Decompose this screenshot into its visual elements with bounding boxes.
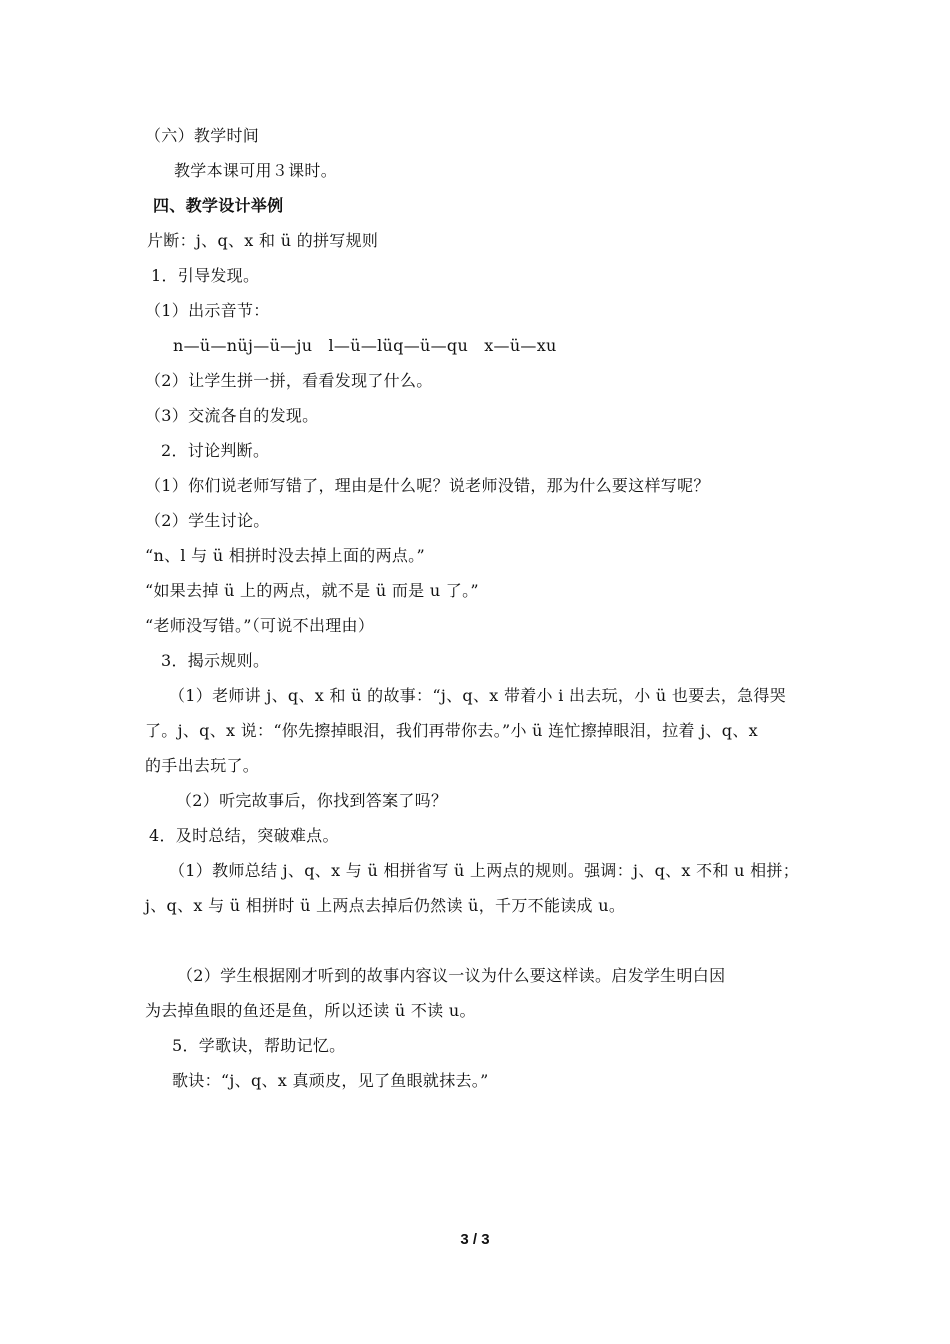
paragraph: （1）教师总结 j、q、x 与 ü 相拼省写 ü 上两点的规则。强调：j、q、x 不和 u 相拼；	[169, 861, 800, 880]
page-number: 3 / 3	[460, 1231, 490, 1248]
quote: “n、l 与 ü 相拼时没去掉上面的两点。”	[145, 546, 425, 565]
paragraph: （3）交流各自的发现。	[145, 406, 319, 425]
paragraph: 了。j、q、x 说：“你先擦掉眼泪，我们再带你去。”小 ü 连忙擦掉眼泪，拉着 j、q、x	[145, 721, 758, 740]
paragraph: （1）你们说老师写错了，理由是什么呢？说老师没错，那为什么要这样写呢？	[145, 476, 710, 495]
paragraph: 歌诀：“j、q、x 真顽皮，见了鱼眼就抹去。”	[172, 1071, 489, 1090]
section-heading-design: 四、教学设计举例	[153, 196, 284, 215]
paragraph: （2）学生根据刚才听到的故事内容议一议为什么要这样读。启发学生明白因	[177, 966, 726, 985]
quote: “如果去掉 ü 上的两点，就不是 ü 而是 u 了。”	[145, 581, 479, 600]
paragraph: 的手出去玩了。	[145, 756, 260, 775]
paragraph: 片断：j、q、x 和 ü 的拼写规则	[147, 231, 379, 250]
paragraph: 教学本课可用３课时。	[174, 161, 338, 180]
paragraph: j、q、x 与 ü 相拼时 ü 上两点去掉后仍然读 ü，千万不能读成 u。	[145, 896, 626, 915]
paragraph: （2）学生讨论。	[145, 511, 270, 530]
section-heading-time: （六）教学时间	[145, 126, 260, 145]
paragraph: （1）老师讲 j、q、x 和 ü 的故事：“j、q、x 带着小 i 出去玩，小 ü 也要去，急得哭	[169, 686, 787, 705]
pinyin-syllables: n—ü—nüj—ü—ju l—ü—lüq—ü—qu x—ü—xu	[173, 336, 557, 355]
paragraph: （1）出示音节：	[145, 301, 270, 320]
paragraph: （2）让学生拼一拼，看看发现了什么。	[145, 371, 433, 390]
step-heading: 5．学歌诀，帮助记忆。	[172, 1036, 346, 1055]
step-heading: 1．引导发现。	[151, 266, 260, 285]
step-heading: 2．讨论判断。	[161, 441, 270, 460]
step-heading: 4．及时总结，突破难点。	[149, 826, 339, 845]
step-heading: 3．揭示规则。	[161, 651, 270, 670]
paragraph: （2）听完故事后，你找到答案了吗？	[176, 791, 448, 810]
paragraph: 为去掉鱼眼的鱼还是鱼，所以还读 ü 不读 u。	[145, 1001, 476, 1020]
quote: “老师没写错。”（可说不出理由）	[145, 616, 375, 635]
